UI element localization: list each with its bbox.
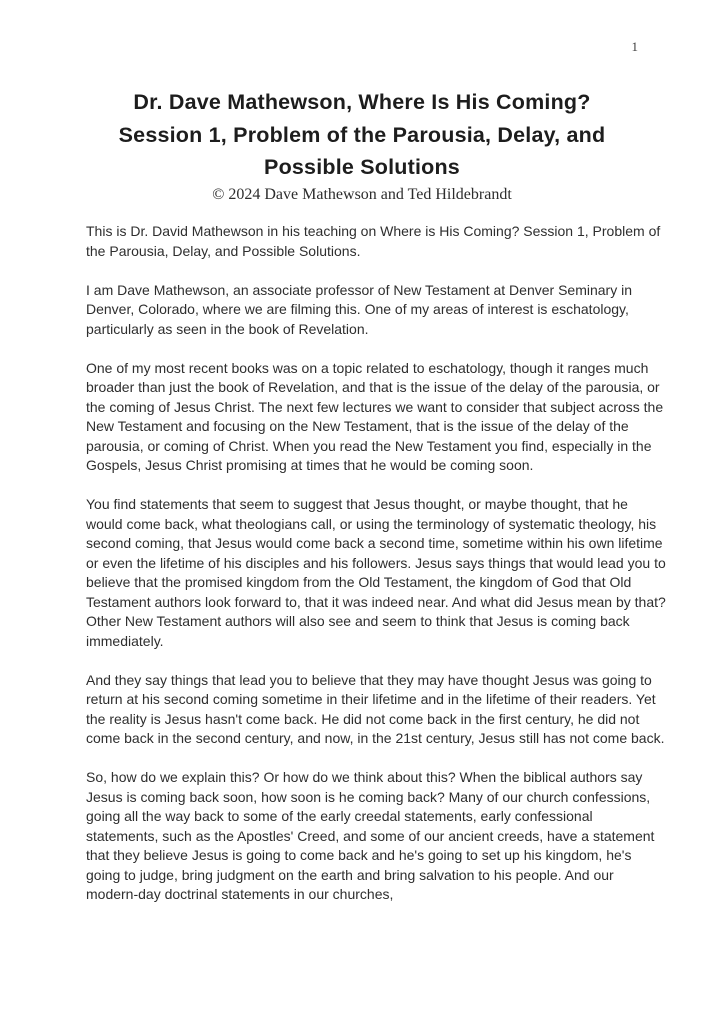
document-body: [86, 222, 668, 924]
paragraph: And they say things that lead you to believe that they may have thought Jesus was going to return at his second coming sometime in their lifetime and in the lifetime of their readers. Yet the reality is Jesus hasn't come back. He did not come back in the first century, he did not come back in the second century, and now, in the 21st century, Jesus still has not come back.: [86, 671, 665, 746]
paragraph: This is Dr. David Mathewson in his teaching on Where is His Coming? Session 1, Problem of the Parousia, Delay, and Possible Solutions.: [86, 223, 661, 259]
page-number: 1: [631, 39, 638, 54]
paragraph: I am Dave Mathewson, an associate professor of New Testament at Denver Seminary in Denver, Colorado, where we are filming this. One of my areas of interest is eschatology, particularly as seen in the book of Revelation.: [86, 281, 632, 337]
title-line: Possible Solutions: [264, 155, 460, 179]
copyright-line: © 2024 Dave Mathewson and Ted Hildebrandt: [212, 185, 512, 203]
paragraph: One of my most recent books was on a topic related to eschatology, though it ranges much broader than just the book of Revelation, and that is the issue of the delay of the parousia, or the coming of Jesus Christ. The next few lectures we want to consider that subject across the New Testament and focusing on the New Testament, that is the issue of the delay of the parousia, or coming of Christ. When you read the New Testament you find, especially in the Gospels, Jesus Christ promising at times that he would be coming soon.: [86, 359, 664, 473]
title-line: Session 1, Problem of the Parousia, Delay, and: [118, 122, 606, 147]
paragraph: You find statements that seem to suggest that Jesus thought, or maybe thought, that he would come back, what theologians call, or using the terminology of systematic theology, his second coming, that Jesus would come back a second time, sometime within his own lifetime or even the lifetime of his disciples and his followers. Jesus says things that would lead you to believe that the promised kingdom from the Old Testament, the kingdom of God that Old Testament authors look forward to, that it was indeed near. And what did Jesus mean by that? Other New Testament authors will also see and seem to think that Jesus is coming back immediately.: [86, 496, 666, 649]
paragraph: So, how do we explain this? Or how do we think about this? When the biblical authors say Jesus is coming back soon, how soon is he coming back? Many of our church confessions, going all the way back to some of the early creedal statements, early confessional statements, such as the Apostles' Creed, and some of our ancient creeds, have a statement that they believe Jesus is going to come back and he's going to set up his kingdom, he's going to judge, bring judgment on the earth and bring salvation to his people. And our modern-day doctrinal statements in our churches,: [86, 769, 655, 902]
document-title: [0, 86, 724, 184]
title-line: Dr. Dave Mathewson, Where Is His Coming?: [133, 90, 591, 114]
document-header: [0, 86, 724, 205]
